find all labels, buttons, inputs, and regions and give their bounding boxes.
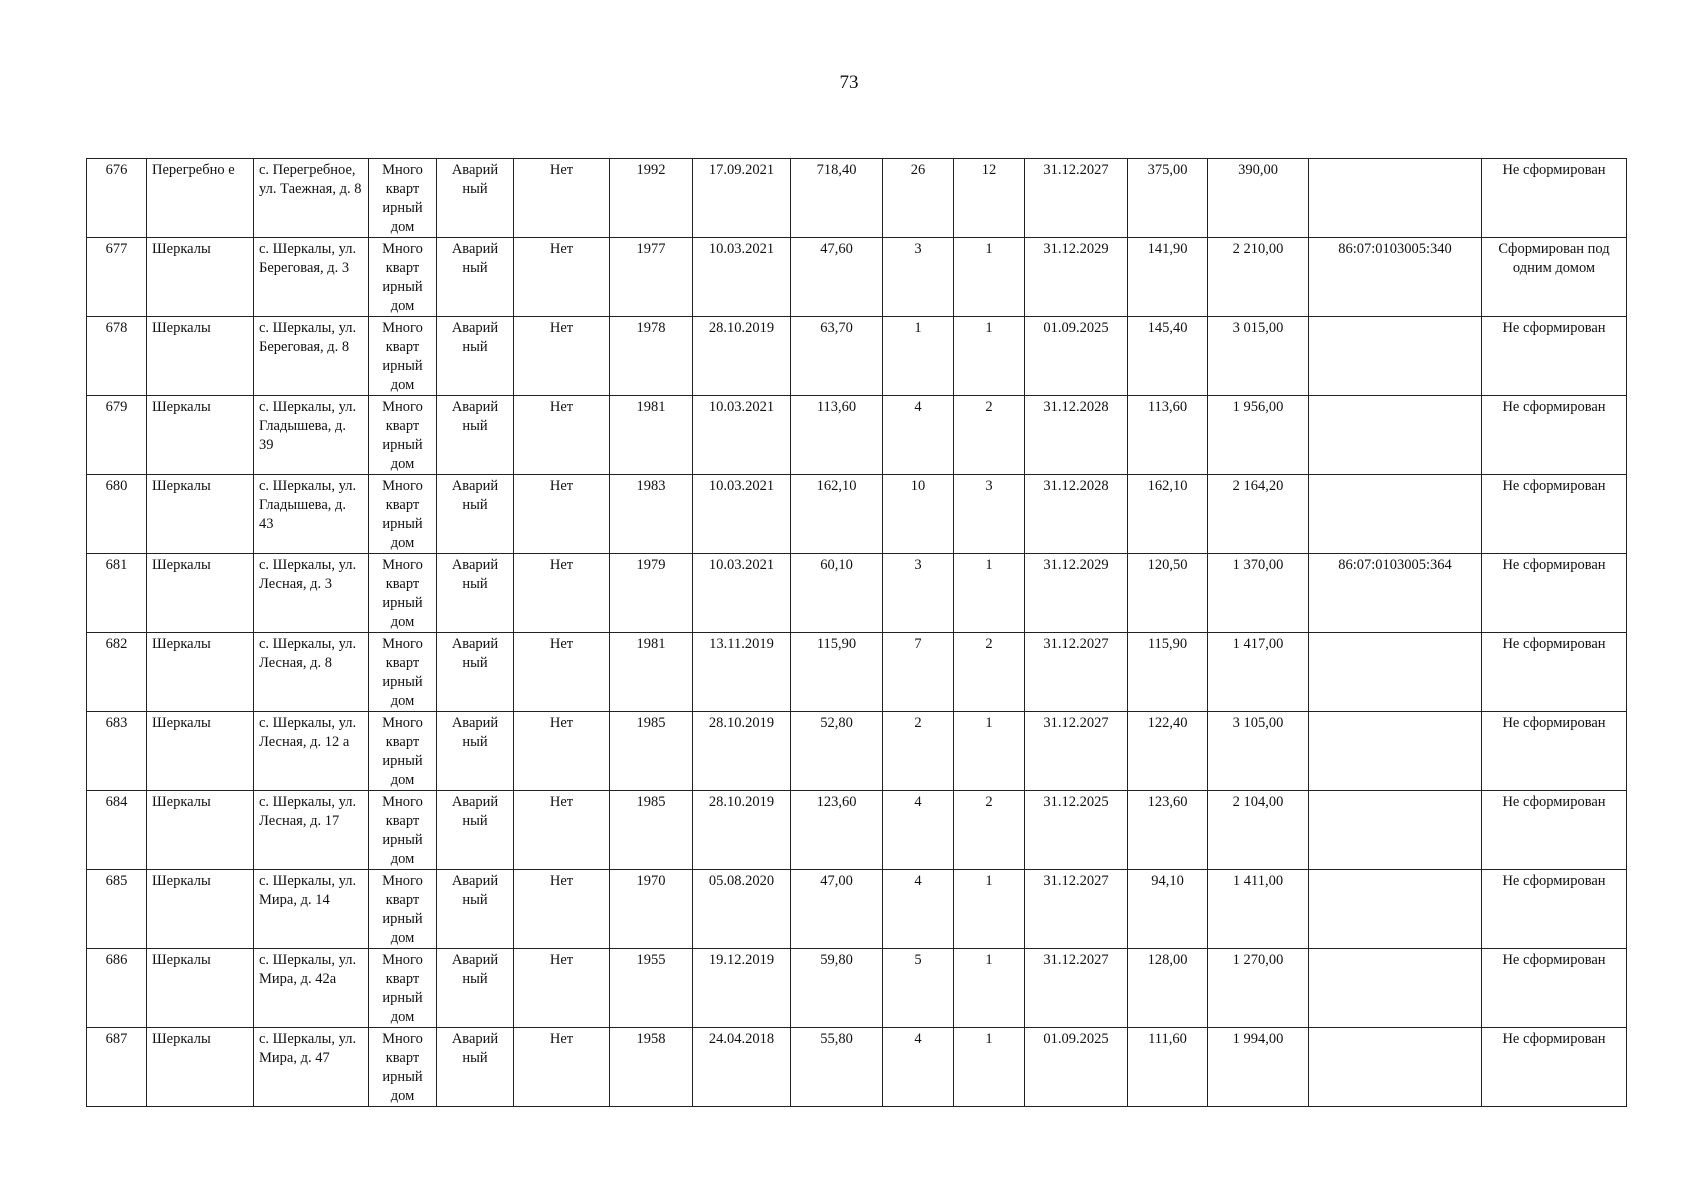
amount-cell: 2 164,20 bbox=[1208, 475, 1309, 554]
house-type-cell: Много кварт ирный дом bbox=[369, 238, 437, 317]
deadline-cell: 01.09.2025 bbox=[1025, 1028, 1128, 1107]
cadastral-number-cell bbox=[1309, 1028, 1482, 1107]
house-type-cell: Много кварт ирный дом bbox=[369, 475, 437, 554]
page-number: 73 bbox=[839, 72, 859, 93]
count-cell-secondary: 2 bbox=[954, 633, 1025, 712]
year-cell: 1985 bbox=[610, 712, 693, 791]
address-cell: с. Шеркалы, ул. Лесная, д. 12 а bbox=[254, 712, 369, 791]
condition-status-cell: Аварий ный bbox=[437, 870, 514, 949]
area-cell-secondary: 113,60 bbox=[1128, 396, 1208, 475]
settlement-cell: Шеркалы bbox=[147, 712, 254, 791]
cadastral-number-cell bbox=[1309, 159, 1482, 238]
land-plot-status-cell: Не сформирован bbox=[1482, 1028, 1627, 1107]
amount-cell: 1 411,00 bbox=[1208, 870, 1309, 949]
house-type-cell: Много кварт ирный дом bbox=[369, 791, 437, 870]
table-row bbox=[87, 554, 1627, 633]
land-plot-status-cell: Не сформирован bbox=[1482, 633, 1627, 712]
flag-cell: Нет bbox=[514, 238, 610, 317]
flag-cell: Нет bbox=[514, 475, 610, 554]
condition-status-cell: Аварий ный bbox=[437, 238, 514, 317]
settlement-cell: Шеркалы bbox=[147, 554, 254, 633]
amount-cell: 390,00 bbox=[1208, 159, 1309, 238]
row-number-cell: 676 bbox=[87, 159, 147, 238]
count-cell-secondary: 1 bbox=[954, 949, 1025, 1028]
area-cell-secondary: 145,40 bbox=[1128, 317, 1208, 396]
housing-registry-table bbox=[86, 158, 1627, 1107]
date-cell: 05.08.2020 bbox=[693, 870, 791, 949]
count-cell: 10 bbox=[883, 475, 954, 554]
area-cell: 113,60 bbox=[791, 396, 883, 475]
cadastral-number-cell bbox=[1309, 712, 1482, 791]
address-cell: с. Шеркалы, ул. Береговая, д. 3 bbox=[254, 238, 369, 317]
row-number-cell: 684 bbox=[87, 791, 147, 870]
date-cell: 28.10.2019 bbox=[693, 791, 791, 870]
cadastral-number-cell bbox=[1309, 633, 1482, 712]
flag-cell: Нет bbox=[514, 554, 610, 633]
date-cell: 10.03.2021 bbox=[693, 238, 791, 317]
condition-status-cell: Аварий ный bbox=[437, 317, 514, 396]
deadline-cell: 31.12.2025 bbox=[1025, 791, 1128, 870]
count-cell: 5 bbox=[883, 949, 954, 1028]
address-cell: с. Шеркалы, ул. Мира, д. 47 bbox=[254, 1028, 369, 1107]
date-cell: 24.04.2018 bbox=[693, 1028, 791, 1107]
settlement-cell: Шеркалы bbox=[147, 949, 254, 1028]
count-cell: 4 bbox=[883, 870, 954, 949]
cadastral-number-cell: 86:07:0103005:340 bbox=[1309, 238, 1482, 317]
row-number-cell: 685 bbox=[87, 870, 147, 949]
area-cell-secondary: 162,10 bbox=[1128, 475, 1208, 554]
flag-cell: Нет bbox=[514, 396, 610, 475]
count-cell: 4 bbox=[883, 791, 954, 870]
count-cell-secondary: 1 bbox=[954, 554, 1025, 633]
table-row bbox=[87, 475, 1627, 554]
count-cell: 4 bbox=[883, 396, 954, 475]
condition-status-cell: Аварий ный bbox=[437, 633, 514, 712]
table-row bbox=[87, 159, 1627, 238]
address-cell: с. Шеркалы, ул. Мира, д. 14 bbox=[254, 870, 369, 949]
year-cell: 1981 bbox=[610, 633, 693, 712]
count-cell-secondary: 2 bbox=[954, 396, 1025, 475]
condition-status-cell: Аварий ный bbox=[437, 712, 514, 791]
year-cell: 1985 bbox=[610, 791, 693, 870]
row-number-cell: 683 bbox=[87, 712, 147, 791]
house-type-cell: Много кварт ирный дом bbox=[369, 554, 437, 633]
area-cell-secondary: 123,60 bbox=[1128, 791, 1208, 870]
deadline-cell: 31.12.2027 bbox=[1025, 633, 1128, 712]
house-type-cell: Много кварт ирный дом bbox=[369, 159, 437, 238]
year-cell: 1955 bbox=[610, 949, 693, 1028]
date-cell: 28.10.2019 bbox=[693, 317, 791, 396]
flag-cell: Нет bbox=[514, 317, 610, 396]
area-cell-secondary: 115,90 bbox=[1128, 633, 1208, 712]
table-row bbox=[87, 949, 1627, 1028]
table-row bbox=[87, 870, 1627, 949]
area-cell-secondary: 375,00 bbox=[1128, 159, 1208, 238]
deadline-cell: 31.12.2027 bbox=[1025, 949, 1128, 1028]
year-cell: 1979 bbox=[610, 554, 693, 633]
year-cell: 1992 bbox=[610, 159, 693, 238]
amount-cell: 2 210,00 bbox=[1208, 238, 1309, 317]
table-row bbox=[87, 396, 1627, 475]
area-cell: 52,80 bbox=[791, 712, 883, 791]
cadastral-number-cell: 86:07:0103005:364 bbox=[1309, 554, 1482, 633]
count-cell: 3 bbox=[883, 238, 954, 317]
address-cell: с. Шеркалы, ул. Лесная, д. 3 bbox=[254, 554, 369, 633]
amount-cell: 1 370,00 bbox=[1208, 554, 1309, 633]
area-cell: 47,60 bbox=[791, 238, 883, 317]
house-type-cell: Много кварт ирный дом bbox=[369, 633, 437, 712]
row-number-cell: 678 bbox=[87, 317, 147, 396]
settlement-cell: Шеркалы bbox=[147, 396, 254, 475]
deadline-cell: 31.12.2029 bbox=[1025, 554, 1128, 633]
address-cell: с. Шеркалы, ул. Гладышева, д. 43 bbox=[254, 475, 369, 554]
settlement-cell: Шеркалы bbox=[147, 791, 254, 870]
condition-status-cell: Аварий ный bbox=[437, 1028, 514, 1107]
condition-status-cell: Аварий ный bbox=[437, 949, 514, 1028]
condition-status-cell: Аварий ный bbox=[437, 791, 514, 870]
table-row bbox=[87, 791, 1627, 870]
amount-cell: 1 956,00 bbox=[1208, 396, 1309, 475]
land-plot-status-cell: Не сформирован bbox=[1482, 554, 1627, 633]
year-cell: 1983 bbox=[610, 475, 693, 554]
house-type-cell: Много кварт ирный дом bbox=[369, 712, 437, 791]
table-row bbox=[87, 317, 1627, 396]
deadline-cell: 31.12.2029 bbox=[1025, 238, 1128, 317]
deadline-cell: 31.12.2028 bbox=[1025, 396, 1128, 475]
area-cell-secondary: 128,00 bbox=[1128, 949, 1208, 1028]
settlement-cell: Перегребно е bbox=[147, 159, 254, 238]
year-cell: 1958 bbox=[610, 1028, 693, 1107]
row-number-cell: 686 bbox=[87, 949, 147, 1028]
area-cell: 63,70 bbox=[791, 317, 883, 396]
land-plot-status-cell: Не сформирован bbox=[1482, 159, 1627, 238]
count-cell: 7 bbox=[883, 633, 954, 712]
amount-cell: 3 015,00 bbox=[1208, 317, 1309, 396]
address-cell: с. Шеркалы, ул. Мира, д. 42а bbox=[254, 949, 369, 1028]
count-cell: 4 bbox=[883, 1028, 954, 1107]
land-plot-status-cell: Не сформирован bbox=[1482, 949, 1627, 1028]
area-cell-secondary: 120,50 bbox=[1128, 554, 1208, 633]
cadastral-number-cell bbox=[1309, 317, 1482, 396]
deadline-cell: 01.09.2025 bbox=[1025, 317, 1128, 396]
row-number-cell: 677 bbox=[87, 238, 147, 317]
year-cell: 1978 bbox=[610, 317, 693, 396]
table-body bbox=[87, 159, 1627, 1107]
deadline-cell: 31.12.2027 bbox=[1025, 712, 1128, 791]
date-cell: 19.12.2019 bbox=[693, 949, 791, 1028]
date-cell: 10.03.2021 bbox=[693, 396, 791, 475]
count-cell-secondary: 12 bbox=[954, 159, 1025, 238]
address-cell: с. Шеркалы, ул. Лесная, д. 17 bbox=[254, 791, 369, 870]
area-cell: 115,90 bbox=[791, 633, 883, 712]
year-cell: 1970 bbox=[610, 870, 693, 949]
row-number-cell: 680 bbox=[87, 475, 147, 554]
table-row bbox=[87, 633, 1627, 712]
amount-cell: 1 417,00 bbox=[1208, 633, 1309, 712]
date-cell: 10.03.2021 bbox=[693, 475, 791, 554]
settlement-cell: Шеркалы bbox=[147, 238, 254, 317]
address-cell: с. Перегребное, ул. Таежная, д. 8 bbox=[254, 159, 369, 238]
land-plot-status-cell: Не сформирован bbox=[1482, 712, 1627, 791]
area-cell-secondary: 94,10 bbox=[1128, 870, 1208, 949]
count-cell-secondary: 1 bbox=[954, 317, 1025, 396]
area-cell: 55,80 bbox=[791, 1028, 883, 1107]
date-cell: 10.03.2021 bbox=[693, 554, 791, 633]
row-number-cell: 687 bbox=[87, 1028, 147, 1107]
condition-status-cell: Аварий ный bbox=[437, 396, 514, 475]
count-cell-secondary: 1 bbox=[954, 238, 1025, 317]
deadline-cell: 31.12.2027 bbox=[1025, 159, 1128, 238]
date-cell: 17.09.2021 bbox=[693, 159, 791, 238]
land-plot-status-cell: Не сформирован bbox=[1482, 870, 1627, 949]
amount-cell: 2 104,00 bbox=[1208, 791, 1309, 870]
amount-cell: 1 994,00 bbox=[1208, 1028, 1309, 1107]
settlement-cell: Шеркалы bbox=[147, 633, 254, 712]
count-cell-secondary: 1 bbox=[954, 712, 1025, 791]
count-cell: 26 bbox=[883, 159, 954, 238]
flag-cell: Нет bbox=[514, 791, 610, 870]
flag-cell: Нет bbox=[514, 712, 610, 791]
land-plot-status-cell: Не сформирован bbox=[1482, 791, 1627, 870]
cadastral-number-cell bbox=[1309, 870, 1482, 949]
land-plot-status-cell: Не сформирован bbox=[1482, 396, 1627, 475]
row-number-cell: 681 bbox=[87, 554, 147, 633]
house-type-cell: Много кварт ирный дом bbox=[369, 317, 437, 396]
count-cell-secondary: 1 bbox=[954, 1028, 1025, 1107]
flag-cell: Нет bbox=[514, 159, 610, 238]
flag-cell: Нет bbox=[514, 633, 610, 712]
land-plot-status-cell: Не сформирован bbox=[1482, 475, 1627, 554]
amount-cell: 3 105,00 bbox=[1208, 712, 1309, 791]
area-cell: 162,10 bbox=[791, 475, 883, 554]
row-number-cell: 682 bbox=[87, 633, 147, 712]
table-row bbox=[87, 238, 1627, 317]
amount-cell: 1 270,00 bbox=[1208, 949, 1309, 1028]
settlement-cell: Шеркалы bbox=[147, 317, 254, 396]
area-cell: 718,40 bbox=[791, 159, 883, 238]
flag-cell: Нет bbox=[514, 870, 610, 949]
cadastral-number-cell bbox=[1309, 396, 1482, 475]
condition-status-cell: Аварий ный bbox=[437, 554, 514, 633]
table-row bbox=[87, 712, 1627, 791]
house-type-cell: Много кварт ирный дом bbox=[369, 949, 437, 1028]
year-cell: 1981 bbox=[610, 396, 693, 475]
area-cell: 59,80 bbox=[791, 949, 883, 1028]
count-cell: 3 bbox=[883, 554, 954, 633]
land-plot-status-cell: Сформирован под одним домом bbox=[1482, 238, 1627, 317]
address-cell: с. Шеркалы, ул. Лесная, д. 8 bbox=[254, 633, 369, 712]
count-cell-secondary: 3 bbox=[954, 475, 1025, 554]
land-plot-status-cell: Не сформирован bbox=[1482, 317, 1627, 396]
row-number-cell: 679 bbox=[87, 396, 147, 475]
house-type-cell: Много кварт ирный дом bbox=[369, 870, 437, 949]
flag-cell: Нет bbox=[514, 1028, 610, 1107]
address-cell: с. Шеркалы, ул. Береговая, д. 8 bbox=[254, 317, 369, 396]
house-type-cell: Много кварт ирный дом bbox=[369, 396, 437, 475]
address-cell: с. Шеркалы, ул. Гладышева, д. 39 bbox=[254, 396, 369, 475]
settlement-cell: Шеркалы bbox=[147, 475, 254, 554]
flag-cell: Нет bbox=[514, 949, 610, 1028]
area-cell: 60,10 bbox=[791, 554, 883, 633]
cadastral-number-cell bbox=[1309, 949, 1482, 1028]
condition-status-cell: Аварий ный bbox=[437, 159, 514, 238]
settlement-cell: Шеркалы bbox=[147, 870, 254, 949]
condition-status-cell: Аварий ный bbox=[437, 475, 514, 554]
area-cell: 123,60 bbox=[791, 791, 883, 870]
house-type-cell: Много кварт ирный дом bbox=[369, 1028, 437, 1107]
count-cell-secondary: 1 bbox=[954, 870, 1025, 949]
deadline-cell: 31.12.2027 bbox=[1025, 870, 1128, 949]
settlement-cell: Шеркалы bbox=[147, 1028, 254, 1107]
count-cell: 2 bbox=[883, 712, 954, 791]
deadline-cell: 31.12.2028 bbox=[1025, 475, 1128, 554]
year-cell: 1977 bbox=[610, 238, 693, 317]
count-cell: 1 bbox=[883, 317, 954, 396]
date-cell: 28.10.2019 bbox=[693, 712, 791, 791]
table-row bbox=[87, 1028, 1627, 1107]
area-cell: 47,00 bbox=[791, 870, 883, 949]
count-cell-secondary: 2 bbox=[954, 791, 1025, 870]
date-cell: 13.11.2019 bbox=[693, 633, 791, 712]
area-cell-secondary: 111,60 bbox=[1128, 1028, 1208, 1107]
area-cell-secondary: 141,90 bbox=[1128, 238, 1208, 317]
cadastral-number-cell bbox=[1309, 791, 1482, 870]
cadastral-number-cell bbox=[1309, 475, 1482, 554]
area-cell-secondary: 122,40 bbox=[1128, 712, 1208, 791]
